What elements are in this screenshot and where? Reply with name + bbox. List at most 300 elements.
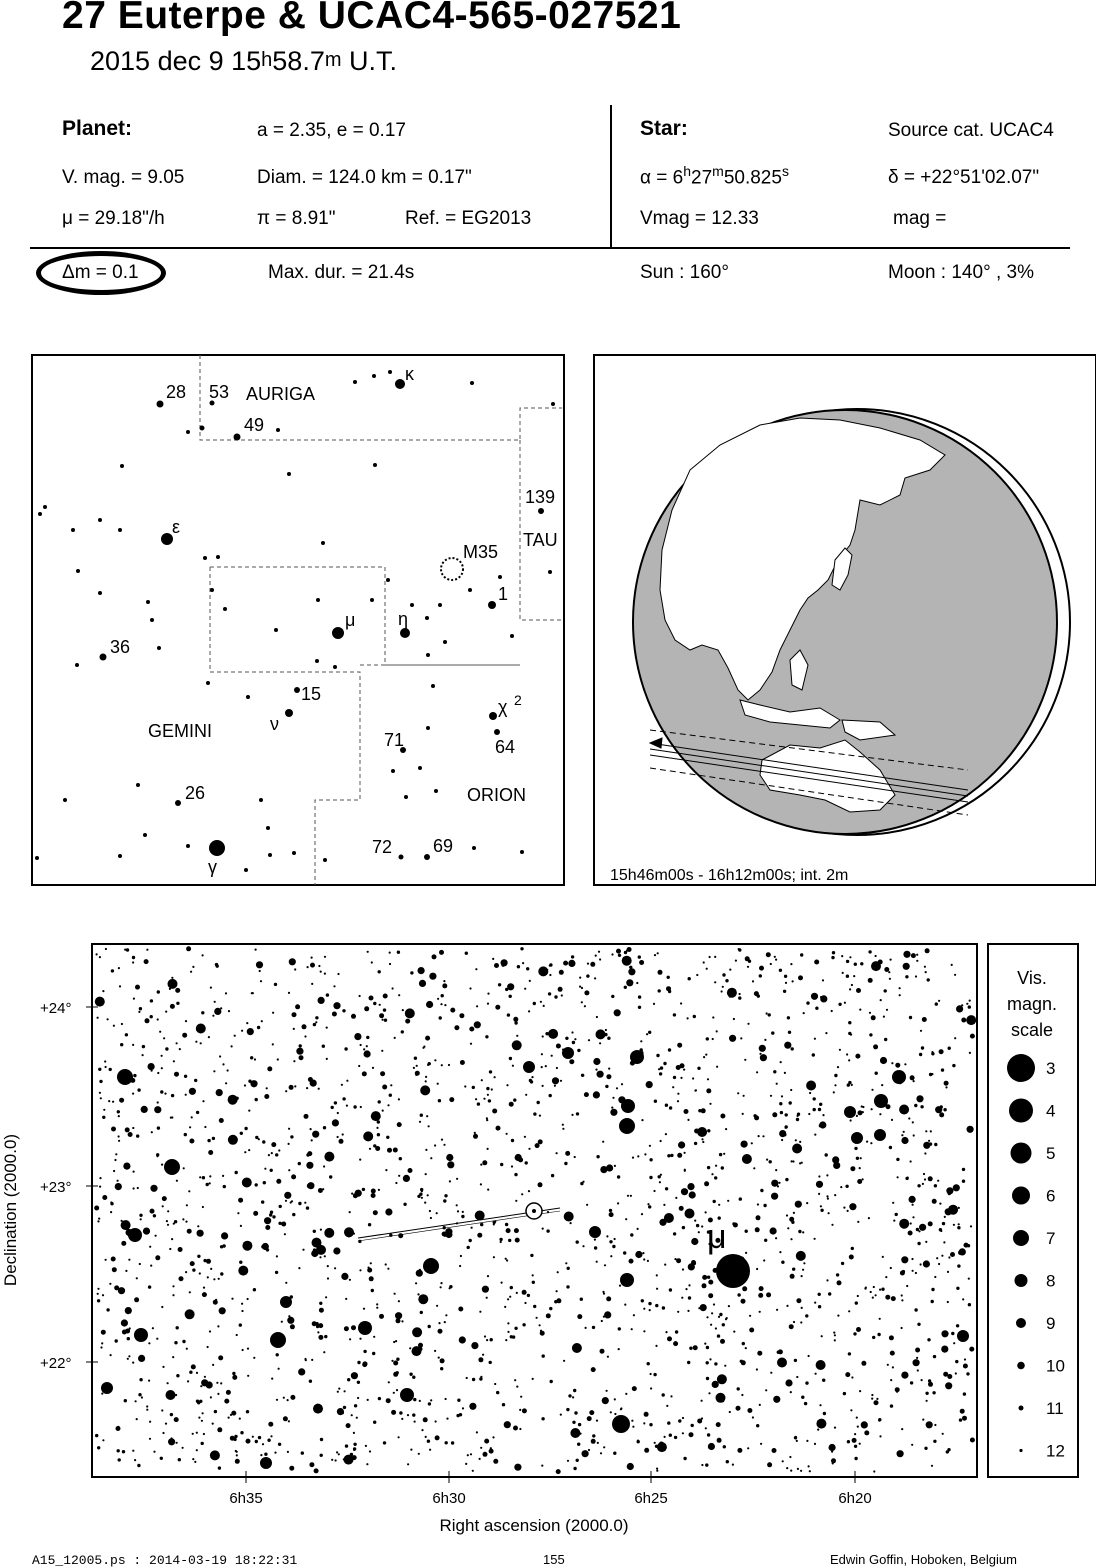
field-star	[946, 1187, 953, 1194]
field-star	[877, 1333, 880, 1336]
field-star	[714, 1362, 717, 1365]
field-star	[509, 1102, 514, 1107]
field-star	[948, 1047, 951, 1050]
field-star	[616, 1087, 618, 1089]
field-star	[913, 1080, 915, 1082]
field-star	[425, 1076, 427, 1078]
field-star	[234, 1435, 237, 1438]
field-star	[329, 1175, 332, 1178]
field-star	[141, 1396, 143, 1398]
field-star	[398, 994, 400, 996]
field-star	[401, 1320, 403, 1322]
field-star	[496, 1126, 501, 1131]
field-star	[257, 1026, 260, 1029]
field-star	[247, 1298, 249, 1300]
field-star	[101, 1342, 103, 1344]
field-star	[364, 1006, 369, 1011]
field-star	[656, 1054, 659, 1057]
field-star	[921, 1046, 924, 1049]
field-star	[913, 1134, 915, 1136]
field-star	[419, 1400, 421, 1402]
field-star	[214, 1410, 217, 1413]
field-star	[606, 1390, 608, 1392]
field-star	[900, 1271, 905, 1276]
field-star	[596, 1261, 598, 1263]
field-star	[307, 1182, 314, 1189]
field-star	[316, 1245, 326, 1255]
field-star	[251, 992, 253, 994]
field-star	[482, 1286, 489, 1293]
field-star	[649, 1176, 652, 1179]
field-star	[954, 974, 956, 976]
field-star	[162, 1432, 164, 1434]
field-star	[132, 961, 134, 963]
field-star	[369, 1276, 374, 1281]
field-star	[591, 1439, 596, 1444]
field-star	[142, 1045, 145, 1048]
field-star	[572, 1343, 582, 1353]
field-star	[306, 1153, 309, 1156]
field-star	[626, 950, 628, 952]
field-star	[459, 1265, 461, 1267]
field-star	[176, 1042, 178, 1044]
field-star	[515, 1238, 520, 1243]
field-star	[665, 1187, 668, 1190]
field-star	[808, 1355, 810, 1357]
field-star	[427, 1064, 429, 1066]
field-star	[801, 1396, 804, 1399]
field-star	[586, 974, 589, 977]
field-star	[139, 1263, 141, 1265]
field-star	[658, 989, 661, 992]
field-star	[220, 1272, 223, 1275]
star-vmag: Vmag = 12.33	[640, 208, 759, 229]
field-star	[318, 997, 325, 1004]
field-star	[556, 1067, 558, 1069]
field-star	[541, 1465, 543, 1467]
field-star	[959, 1418, 962, 1421]
field-star	[188, 1190, 190, 1192]
field-star	[816, 1181, 823, 1188]
field-star	[363, 1361, 368, 1366]
field-star	[94, 1206, 99, 1211]
field-star	[290, 1395, 295, 1400]
field-star	[311, 983, 313, 985]
field-star	[685, 1288, 687, 1290]
field-star	[768, 1013, 771, 1016]
field-star	[389, 963, 391, 965]
field-star	[783, 990, 786, 993]
field-star	[647, 1362, 650, 1365]
field-star	[520, 1396, 522, 1398]
field-star	[475, 1098, 477, 1100]
star-declination: δ = +22°51'02.07"	[888, 167, 1040, 188]
field-star	[582, 1450, 589, 1457]
field-star	[621, 1083, 623, 1085]
field-star	[622, 956, 632, 966]
field-star	[745, 1230, 748, 1233]
field-star	[670, 1395, 672, 1397]
field-star	[598, 951, 600, 953]
field-star	[921, 1227, 923, 1229]
field-star	[803, 1262, 805, 1264]
field-star	[429, 1449, 431, 1451]
field-star	[148, 1063, 155, 1070]
field-star	[157, 1126, 160, 1129]
field-star	[579, 986, 581, 988]
field-star	[170, 1004, 175, 1009]
field-star	[470, 1043, 472, 1045]
field-star	[725, 979, 728, 982]
field-star	[814, 1134, 816, 1136]
field-star	[524, 1136, 526, 1138]
field-star	[862, 1106, 864, 1108]
field-star	[492, 1109, 497, 1114]
field-star	[711, 1312, 713, 1314]
field-star	[499, 1238, 502, 1241]
field-star	[848, 1310, 850, 1312]
field-star	[148, 1380, 150, 1382]
field-star	[228, 1417, 230, 1419]
field-star	[643, 1308, 645, 1310]
field-star	[127, 1337, 130, 1340]
field-star	[968, 1278, 970, 1280]
field-star	[442, 983, 447, 988]
field-star	[789, 1217, 794, 1222]
field-star	[548, 1029, 558, 1039]
field-star	[793, 1321, 795, 1323]
field-star	[631, 1328, 633, 1330]
field-star	[258, 1436, 261, 1439]
field-star	[862, 1178, 864, 1180]
field-star	[879, 1435, 881, 1437]
field-star	[805, 1381, 808, 1384]
field-star	[456, 1178, 458, 1180]
field-star	[687, 1183, 694, 1190]
field-star	[705, 1211, 707, 1213]
field-star	[790, 963, 792, 965]
field-star	[528, 1148, 530, 1150]
field-star	[446, 1418, 448, 1420]
mag-scale-dot-icon	[1013, 1230, 1029, 1246]
field-star	[742, 1286, 747, 1291]
field-star	[688, 1284, 690, 1286]
field-star	[97, 1017, 99, 1019]
field-star	[890, 1267, 892, 1269]
field-star	[233, 1438, 236, 1441]
field-star	[841, 955, 843, 957]
field-star	[891, 1062, 893, 1064]
field-star	[326, 1058, 328, 1060]
field-star	[323, 1126, 326, 1129]
planet-diameter: Diam. = 124.0 km = 0.17"	[257, 167, 472, 188]
field-star	[162, 1205, 164, 1207]
field-star	[510, 1335, 513, 1338]
field-star	[688, 1296, 691, 1299]
field-star	[725, 1128, 727, 1130]
field-star	[253, 1357, 255, 1359]
field-star	[589, 1410, 594, 1415]
field-star	[814, 1238, 816, 1240]
field-star	[745, 1347, 747, 1349]
label-auriga: AURIGA	[246, 384, 316, 404]
field-star	[891, 1296, 896, 1301]
field-star	[201, 1011, 204, 1014]
field-star	[445, 1441, 448, 1444]
field-star	[232, 1375, 237, 1380]
field-star	[359, 1269, 361, 1271]
field-star	[244, 1127, 247, 1130]
field-star	[919, 1224, 926, 1231]
field-star	[371, 1193, 376, 1198]
field-star	[939, 1112, 944, 1117]
field-star	[742, 1342, 745, 1345]
field-star	[160, 1457, 163, 1460]
field-star	[507, 1013, 510, 1016]
field-star	[849, 1255, 854, 1260]
field-star	[656, 1468, 658, 1470]
field-star	[819, 1404, 821, 1406]
field-star	[438, 1322, 440, 1324]
field-star	[344, 1326, 349, 1331]
field-star	[391, 1410, 396, 1415]
field-star	[278, 1149, 280, 1151]
field-star	[901, 1256, 908, 1263]
field-star	[423, 1417, 428, 1422]
field-star	[729, 1035, 736, 1042]
field-star	[682, 1432, 684, 1434]
field-star	[741, 1299, 746, 1304]
field-star	[100, 1097, 102, 1099]
field-star	[132, 1044, 134, 1046]
field-star	[459, 1336, 466, 1343]
field-star	[247, 1028, 254, 1035]
field-star	[637, 1155, 639, 1157]
field-star	[146, 1405, 148, 1407]
field-star	[443, 1199, 446, 1202]
field-star	[545, 1065, 547, 1067]
field-star	[271, 1152, 273, 1154]
field-star	[387, 1268, 389, 1270]
field-star	[164, 1093, 166, 1095]
field-star	[120, 1043, 123, 1046]
bright-field-star	[164, 1159, 180, 1175]
field-star	[99, 1092, 101, 1094]
field-star	[687, 1119, 689, 1121]
field-star	[248, 1110, 250, 1112]
field-star	[638, 995, 641, 998]
field-star	[220, 1382, 222, 1384]
field-star	[317, 1331, 319, 1333]
field-star	[522, 1290, 527, 1295]
field-star	[558, 987, 563, 992]
field-star	[576, 1240, 579, 1243]
field-star	[739, 1197, 742, 1200]
field-star	[832, 951, 835, 954]
field-star	[858, 1110, 863, 1115]
field-star	[173, 1060, 175, 1062]
field-star	[856, 1417, 858, 1419]
mag-scale-label: 7	[1046, 1229, 1056, 1248]
field-star	[701, 1225, 703, 1227]
y-tick-24: +24°	[40, 1000, 72, 1017]
field-star	[722, 986, 724, 988]
field-star	[318, 1335, 323, 1340]
field-star	[837, 1066, 839, 1068]
field-star	[571, 1114, 573, 1116]
star-source-catalog: Source cat. UCAC4	[888, 120, 1054, 141]
mag-scale-dot-icon	[1009, 1099, 1033, 1123]
field-star	[932, 1199, 937, 1204]
field-star	[242, 1241, 252, 1251]
field-star	[919, 1053, 922, 1056]
field-star	[196, 1432, 198, 1434]
field-star	[962, 1416, 967, 1421]
field-star	[394, 1293, 396, 1295]
field-star	[893, 1220, 895, 1222]
field-star	[908, 1117, 910, 1119]
field-star	[405, 1008, 415, 1018]
field-star	[762, 1135, 764, 1137]
field-star	[911, 1258, 913, 1260]
field-star	[753, 1167, 755, 1169]
field-star	[143, 1228, 150, 1235]
field-star	[128, 1132, 133, 1137]
field-star	[854, 1147, 857, 1150]
field-star	[861, 1361, 866, 1366]
field-star	[109, 1283, 111, 1285]
field-star	[901, 1428, 903, 1430]
field-star	[467, 1246, 470, 1249]
field-star	[240, 1132, 243, 1135]
field-star	[272, 1215, 275, 1218]
field-star	[532, 1281, 535, 1284]
field-star	[953, 1184, 960, 1191]
field-star	[478, 1357, 483, 1362]
field-star	[819, 1121, 826, 1128]
field-star	[627, 1463, 634, 1470]
field-star	[701, 1400, 703, 1402]
field-star	[735, 960, 737, 962]
field-star	[956, 1005, 963, 1012]
field-star	[260, 1454, 262, 1456]
field-star	[625, 1393, 627, 1395]
field-star	[806, 1440, 808, 1442]
field-star	[758, 1293, 763, 1298]
field-star	[346, 1423, 351, 1428]
field-star	[345, 1298, 347, 1300]
label-139: 139	[525, 487, 556, 507]
field-star	[168, 1438, 175, 1445]
field-star	[253, 1288, 256, 1291]
field-star	[234, 1035, 236, 1037]
field-star	[723, 1445, 726, 1448]
field-star	[716, 1393, 726, 1403]
field-star	[426, 1115, 428, 1117]
field-star	[756, 1368, 758, 1370]
field-star	[944, 1081, 949, 1086]
field-star	[465, 952, 468, 955]
field-star	[574, 1038, 576, 1040]
field-star	[296, 1048, 303, 1055]
field-star	[105, 1259, 107, 1261]
field-star	[896, 1391, 898, 1393]
field-star	[516, 1386, 518, 1388]
field-star	[854, 1433, 856, 1435]
field-star	[929, 1142, 932, 1145]
field-star	[669, 1106, 672, 1109]
field-star	[779, 969, 782, 972]
field-star	[268, 1422, 273, 1427]
field-star	[191, 1364, 196, 1369]
field-star	[170, 1413, 173, 1416]
field-star	[923, 1260, 930, 1267]
field-star	[344, 1047, 347, 1050]
field-star	[189, 1291, 191, 1293]
y-tick-22: +22°	[40, 1355, 72, 1372]
field-star	[796, 1376, 798, 1378]
field-star	[324, 973, 326, 975]
field-star	[102, 1294, 104, 1296]
field-star	[912, 1204, 914, 1206]
field-star	[764, 1039, 766, 1041]
field-star	[204, 1126, 206, 1128]
field-star	[760, 1189, 763, 1192]
field-star	[630, 1233, 633, 1236]
field-star	[840, 1186, 842, 1188]
field-star	[775, 959, 777, 961]
field-star	[407, 1463, 409, 1465]
field-star	[870, 1291, 872, 1293]
field-star	[476, 1431, 478, 1433]
field-star	[594, 1246, 597, 1249]
field-star	[148, 1285, 151, 1288]
field-star	[529, 980, 531, 982]
field-star	[450, 1008, 455, 1013]
field-star	[494, 1383, 496, 1385]
field-star	[780, 1061, 782, 1063]
field-star	[610, 1255, 612, 1257]
field-star	[917, 1184, 920, 1187]
field-star	[448, 1064, 450, 1066]
field-star	[914, 1104, 917, 1107]
field-star	[196, 1111, 199, 1114]
field-star	[418, 967, 425, 974]
field-star	[427, 1440, 430, 1443]
field-star	[673, 1232, 676, 1235]
field-star	[476, 1005, 478, 1007]
field-star	[889, 978, 891, 980]
field-star	[729, 969, 731, 971]
field-star	[968, 1005, 971, 1008]
field-star	[577, 1049, 580, 1052]
field-star	[441, 1139, 443, 1141]
field-star	[938, 1263, 940, 1265]
field-star	[674, 1436, 677, 1439]
field-star	[890, 959, 892, 961]
field-star	[334, 1101, 337, 1104]
field-star	[133, 1171, 135, 1173]
field-star	[167, 1224, 169, 1226]
field-star	[412, 1413, 415, 1416]
field-star	[714, 981, 716, 983]
field-star	[489, 1449, 494, 1454]
field-star	[418, 1453, 420, 1455]
field-star	[348, 1235, 350, 1237]
field-star	[822, 1379, 825, 1382]
field-star	[970, 1034, 975, 1039]
field-star	[492, 958, 494, 960]
